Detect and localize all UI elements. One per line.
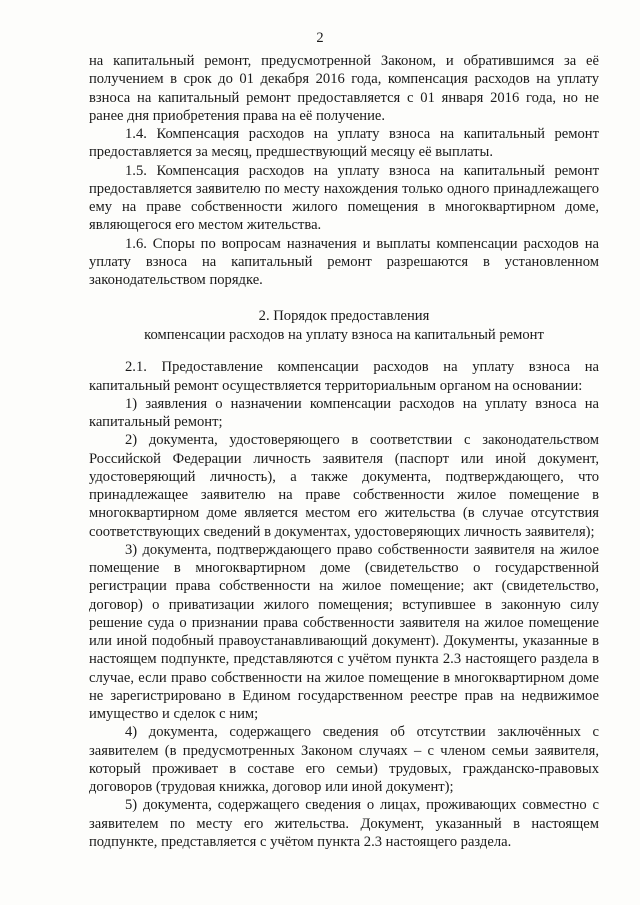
list-item-5: 5) документа, содержащего сведения о лицах, проживающих совместно с заявителем по месту его жительства. Документ, указанный в настоящем подпункте, представляется с учётом пункта 2.3 настоящего раздела.	[89, 797, 599, 850]
section-2-heading-line-2: компенсации расходов на уплату взноса на капитальный ремонт	[144, 326, 544, 343]
paragraph-continuation: на капитальный ремонт, предусмотренной Законом, и обратившимся за её получением в срок до 01 декабря 2016 года, компенсация расходов на уплату взноса на капитальный ремонт предоставляется с 01 января 2016 года, но не ранее дня приобретения права на её получение.	[89, 53, 599, 124]
paragraph-1-6: 1.6. Споры по вопросам назначения и выплаты компенсации расходов на уплату взноса на капитальный ремонт разрешаются в установленном законодательством порядке.	[89, 235, 599, 288]
list-item-4: 4) документа, содержащего сведения об отсутствии заключённых с заявителем (в предусмотренных Законом случаях – с членом семьи заявителя, который проживает в составе его семьи) трудовых, гражданско-правовых договоров (трудовая книжка, договор или иной документ);	[89, 724, 599, 795]
page-number: 2	[316, 30, 324, 46]
spacer	[89, 344, 599, 358]
paragraph-2-1: 2.1. Предоставление компенсации расходов на уплату взноса на капитальный ремонт осуществляется территориальным органом на основании:	[89, 359, 599, 394]
section-2-heading-line-1: 2. Порядок предоставления	[258, 308, 430, 325]
list-item-1: 1) заявления о назначении компенсации расходов на уплату взноса на капитальный ремонт;	[89, 395, 599, 430]
paragraph-1-4: 1.4. Компенсация расходов на уплату взноса на капитальный ремонт предоставляется за месяц, предшествующий месяцу её выплаты.	[89, 126, 599, 161]
spacer	[89, 289, 599, 307]
document-body	[89, 52, 599, 851]
list-item-3: 3) документа, подтверждающего право собственности заявителя на жилое помещение в многоквартирном доме (свидетельство о государственной регистрации права собственности на жилое помещение; акт (свидетельство, договор) о приватизации жилого помещения; вступившее в законную силу решение суда о признании права собственности заявителя на жилое помещение или иной подобный правоустанавливающий документ). Документы, указанные в настоящем подпункте, представляются с учётом пункта 2.3 настоящего раздела в случае, если право собственности на жилое помещение в многоквартирном доме не зарегистрировано в Едином государственном реестре прав на недвижимое имущество и сделок с ним;	[89, 541, 599, 722]
list-item-2: 2) документа, удостоверяющего в соответствии с законодательством Российской Федерации личность заявителя (паспорт или иной документ, удостоверяющий личность), а также документа, подтверждающего, что принадлежащее заявителю на праве собственности жилое помещение в многоквартирном доме является местом его жительства (в случае отсутствия соответствующих сведений в документах, удостоверяющих личность заявителя);	[89, 432, 599, 540]
paragraph-1-5: 1.5. Компенсация расходов на уплату взноса на капитальный ремонт предоставляется заявителю по месту нахождения только одного принадлежащего ему на праве собственности жилого помещения в многоквартирном доме, являющегося его местом жительства.	[89, 162, 599, 234]
